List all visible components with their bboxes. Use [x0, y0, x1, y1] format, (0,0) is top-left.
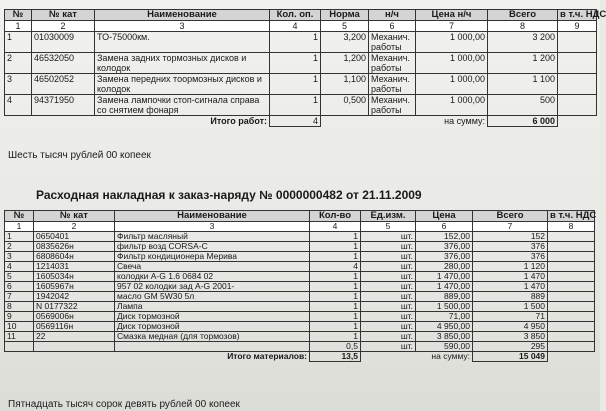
material-name: Диск тормозной	[115, 312, 310, 322]
labor-type: Механич. работы	[369, 53, 416, 74]
material-name: Свеча	[115, 262, 310, 272]
total: 1 100	[488, 74, 558, 95]
catalog-number: 0569006н	[34, 312, 115, 322]
row-number: 4	[5, 262, 34, 272]
table-row	[5, 302, 595, 312]
vat	[558, 53, 597, 74]
col-number: 6	[416, 222, 473, 232]
work-sum-in-words: Шесть тысяч рублей 00 копеек	[8, 150, 151, 161]
total: 1 200	[488, 53, 558, 74]
quantity: 1	[310, 242, 361, 252]
col-header: Цена н/ч	[416, 10, 488, 21]
col-header: в т.ч. НДС	[548, 211, 595, 222]
price: 1 470,00	[416, 282, 473, 292]
price: 280,00	[416, 262, 473, 272]
materials-sum-in-words: Пятнадцать тысяч сорок девять рублей 00 копеек	[8, 399, 240, 410]
materials-body	[5, 232, 595, 352]
work-table	[4, 9, 606, 127]
col-header: № кат	[32, 10, 95, 21]
col-header: Наименование	[115, 211, 310, 222]
row-number: 11	[5, 332, 34, 342]
work-name: Замена задних тормозных дисков и колодок	[95, 53, 270, 74]
col-header: Цена	[416, 211, 473, 222]
vat	[548, 292, 595, 302]
work-total-qty: 4	[270, 116, 321, 127]
catalog-number: 0650401	[34, 232, 115, 242]
row-number	[5, 342, 34, 352]
material-name: фильтр возд CORSA-C	[115, 242, 310, 252]
quantity: 1	[310, 292, 361, 302]
catalog-number: 46532050	[32, 53, 95, 74]
catalog-number: N 0177322	[34, 302, 115, 312]
total: 1 120	[473, 262, 548, 272]
table-row	[5, 292, 595, 302]
material-name: Фильтр масляный	[115, 232, 310, 242]
labor-type: Механич. работы	[369, 32, 416, 53]
table-row	[5, 262, 595, 272]
invoice-title: Расходная накладная к заказ-наряду № 0000000482 от 21.11.2009	[36, 188, 422, 202]
catalog-number: 1942042	[34, 292, 115, 302]
vat	[548, 282, 595, 292]
materials-table	[4, 210, 595, 362]
price: 4 950,00	[416, 322, 473, 332]
labor-type: Механич. работы	[369, 74, 416, 95]
price: 71,00	[416, 312, 473, 322]
row-number: 8	[5, 302, 34, 312]
vat	[548, 242, 595, 252]
table-row	[5, 95, 597, 116]
row-number: 9	[5, 312, 34, 322]
total: 1 470	[473, 282, 548, 292]
quantity: 1	[310, 322, 361, 332]
price: 1 000,00	[416, 95, 488, 116]
total: 71	[473, 312, 548, 322]
vat	[548, 272, 595, 282]
work-sum-value: 6 000	[488, 116, 558, 127]
vat	[548, 332, 595, 342]
material-name: масло GM 5W30 5л	[115, 292, 310, 302]
catalog-number: 1214031	[34, 262, 115, 272]
table-row	[5, 32, 597, 53]
price: 1 000,00	[416, 32, 488, 53]
unit: шт.	[361, 252, 416, 262]
material-name: Лампа	[115, 302, 310, 312]
col-number: 9	[558, 21, 597, 32]
total: 1 470	[473, 272, 548, 282]
materials-colnum-row	[5, 222, 595, 232]
work-total-row	[5, 116, 597, 127]
quantity: 1	[310, 332, 361, 342]
work-colnum-row	[5, 21, 597, 32]
col-number: 5	[321, 21, 369, 32]
labor-type: Механич. работы	[369, 95, 416, 116]
col-header: Всего	[488, 10, 558, 21]
col-number: 1	[5, 21, 32, 32]
unit: шт.	[361, 232, 416, 242]
quantity: 4	[310, 262, 361, 272]
catalog-number: 94371950	[32, 95, 95, 116]
quantity: 1	[270, 32, 321, 53]
row-number: 3	[5, 252, 34, 262]
price: 889,00	[416, 292, 473, 302]
norm: 1,100	[321, 74, 369, 95]
col-header: в т.ч. НДС	[558, 10, 597, 21]
quantity: 1	[310, 232, 361, 242]
table-row	[5, 232, 595, 242]
work-name: Замена лампочки стоп-сигнала справа со снятием фонаря	[95, 95, 270, 116]
quantity: 1	[270, 95, 321, 116]
materials-sum-label: на сумму:	[431, 351, 470, 361]
row-number: 10	[5, 322, 34, 332]
catalog-number: 22	[34, 332, 115, 342]
total: 295	[473, 342, 548, 352]
total: 3 200	[488, 32, 558, 53]
table-row	[5, 252, 595, 262]
catalog-number: 0569116н	[34, 322, 115, 332]
catalog-number: 1605967н	[34, 282, 115, 292]
unit: шт.	[361, 342, 416, 352]
col-header: №	[5, 10, 32, 21]
materials-total-qty: 13,5	[310, 352, 361, 362]
total: 3 850	[473, 332, 548, 342]
row-number: 2	[5, 53, 32, 74]
table-row	[5, 74, 597, 95]
unit: шт.	[361, 262, 416, 272]
unit: шт.	[361, 332, 416, 342]
total: 376	[473, 242, 548, 252]
quantity: 1	[310, 312, 361, 322]
catalog-number: 1605034н	[34, 272, 115, 282]
work-name: ТО-75000км.	[95, 32, 270, 53]
table-row	[5, 53, 597, 74]
col-header: Норма	[321, 10, 369, 21]
col-number: 8	[488, 21, 558, 32]
norm: 1,200	[321, 53, 369, 74]
row-number: 7	[5, 292, 34, 302]
col-number: 5	[361, 222, 416, 232]
row-number: 1	[5, 32, 32, 53]
price: 590,00	[416, 342, 473, 352]
quantity: 1	[310, 302, 361, 312]
material-name: 957 02 колодки зад A-G 2001-	[115, 282, 310, 292]
catalog-number: 6808604н	[34, 252, 115, 262]
catalog-number: 01030009	[32, 32, 95, 53]
col-number: 4	[310, 222, 361, 232]
unit: шт.	[361, 292, 416, 302]
col-number: 2	[32, 21, 95, 32]
unit: шт.	[361, 322, 416, 332]
col-number: 2	[34, 222, 115, 232]
vat	[548, 252, 595, 262]
price: 376,00	[416, 242, 473, 252]
material-name	[115, 342, 310, 352]
vat	[548, 342, 595, 352]
vat	[548, 322, 595, 332]
col-number: 3	[95, 21, 270, 32]
work-name: Замена передних тоормозных дисков и колодок	[95, 74, 270, 95]
vat	[558, 95, 597, 116]
norm: 3,200	[321, 32, 369, 53]
col-header: № кат	[34, 211, 115, 222]
vat	[548, 262, 595, 272]
catalog-number	[34, 342, 115, 352]
quantity: 1	[310, 252, 361, 262]
price: 3 850,00	[416, 332, 473, 342]
price: 1 470,00	[416, 272, 473, 282]
quantity: 0,5	[310, 342, 361, 352]
table-row	[5, 342, 595, 352]
unit: шт.	[361, 272, 416, 282]
col-number: 1	[5, 222, 34, 232]
table-row	[5, 272, 595, 282]
quantity: 1	[270, 53, 321, 74]
price: 1 500,00	[416, 302, 473, 312]
total: 376	[473, 252, 548, 262]
total: 4 950	[473, 322, 548, 332]
materials-total-row	[5, 352, 595, 362]
total: 500	[488, 95, 558, 116]
col-number: 7	[473, 222, 548, 232]
col-header: Ед.изм.	[361, 211, 416, 222]
price: 152,00	[416, 232, 473, 242]
vat	[558, 74, 597, 95]
vat	[548, 302, 595, 312]
quantity: 1	[270, 74, 321, 95]
unit: шт.	[361, 282, 416, 292]
row-number: 4	[5, 95, 32, 116]
materials-sum-value: 15 049	[473, 352, 548, 362]
col-header: Кол-во	[310, 211, 361, 222]
price: 1 000,00	[416, 53, 488, 74]
price: 376,00	[416, 252, 473, 262]
col-number: 7	[416, 21, 488, 32]
table-row	[5, 332, 595, 342]
work-sum-label: на сумму:	[444, 116, 485, 126]
row-number: 1	[5, 232, 34, 242]
table-row	[5, 312, 595, 322]
col-number: 4	[270, 21, 321, 32]
material-name: Смазка медная (для тормозов)	[115, 332, 310, 342]
row-number: 6	[5, 282, 34, 292]
work-header-row	[5, 10, 597, 21]
work-total-label: Итого работ:	[210, 116, 267, 126]
vat	[558, 32, 597, 53]
material-name: колодки A-G 1.6 0684 02	[115, 272, 310, 282]
table-row	[5, 282, 595, 292]
materials-header-row	[5, 211, 595, 222]
price: 1 000,00	[416, 74, 488, 95]
col-header: Наименование	[95, 10, 270, 21]
col-number: 6	[369, 21, 416, 32]
total: 152	[473, 232, 548, 242]
material-name: Фильтр кондиционера Мерива	[115, 252, 310, 262]
col-number: 3	[115, 222, 310, 232]
row-number: 2	[5, 242, 34, 252]
materials-total-label: Итого материалов:	[227, 351, 307, 361]
table-row	[5, 242, 595, 252]
col-header: Всего	[473, 211, 548, 222]
total: 1 500	[473, 302, 548, 312]
catalog-number: 46502052	[32, 74, 95, 95]
vat	[548, 312, 595, 322]
unit: шт.	[361, 302, 416, 312]
quantity: 1	[310, 272, 361, 282]
col-header: Кол. оп.	[270, 10, 321, 21]
table-row	[5, 322, 595, 332]
catalog-number: 0835626н	[34, 242, 115, 252]
vat	[548, 232, 595, 242]
total: 889	[473, 292, 548, 302]
norm: 0,500	[321, 95, 369, 116]
material-name: Диск тормозной	[115, 322, 310, 332]
row-number: 5	[5, 272, 34, 282]
col-header: н/ч	[369, 10, 416, 21]
col-number: 8	[548, 222, 595, 232]
quantity: 1	[310, 282, 361, 292]
unit: шт.	[361, 242, 416, 252]
unit: шт.	[361, 312, 416, 322]
row-number: 3	[5, 74, 32, 95]
col-header: №	[5, 211, 34, 222]
